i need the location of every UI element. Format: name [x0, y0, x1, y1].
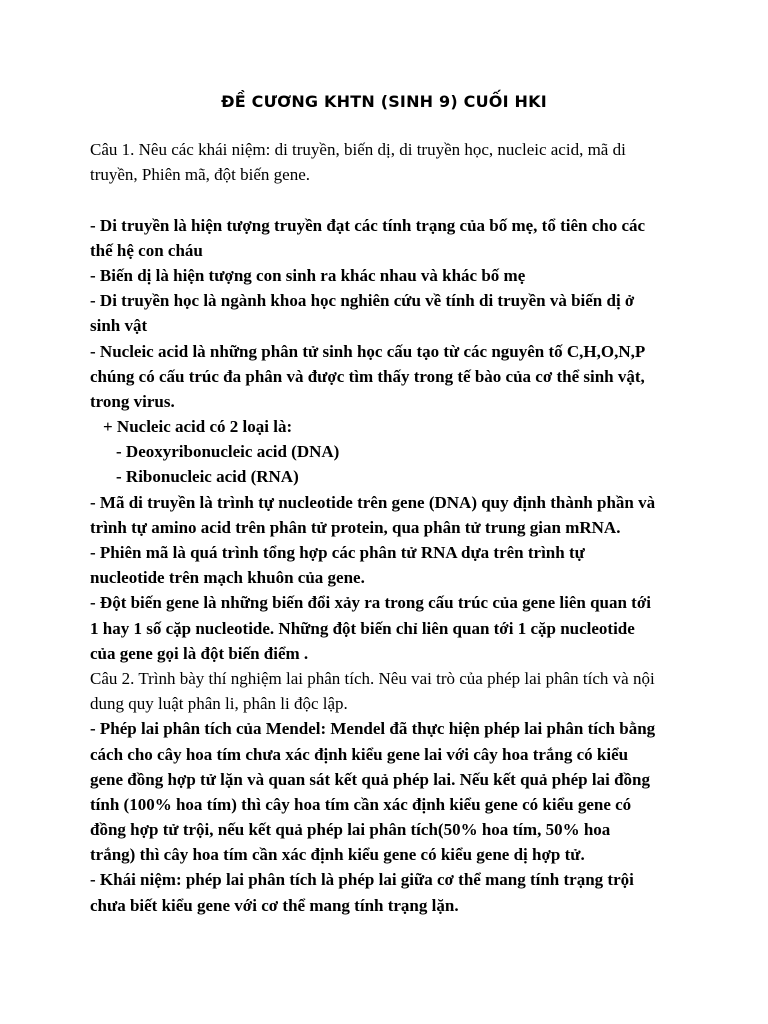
text-line: chưa biết kiểu gene với cơ thể mang tính trạng lặn. [90, 895, 459, 915]
text-line: - Đột biến gene là những biến đổi xảy ra trong cấu trúc của gene liên quan tới [90, 593, 651, 613]
text-line: gene đồng hợp tử lặn và quan sát kết quả phép lai. Nếu kết quả phép lai đồng [90, 769, 650, 789]
text-line: cách cho cây hoa tím chưa xác định kiểu gene lai với cây hoa trắng có kiểu [90, 744, 629, 764]
text-line: sinh vật [90, 316, 148, 336]
text-line: của gene gọi là đột biến điểm . [90, 643, 309, 663]
text-line: trắng) thì cây hoa tím cần xác định kiểu gene có kiểu gene dị hợp tử. [90, 845, 585, 865]
document-body [90, 137, 690, 918]
text-line: - Nucleic acid là những phân tử sinh học cấu tạo từ các nguyên tố C,H,O,N,P [90, 341, 646, 361]
text-line: chúng có cấu trúc đa phân và được tìm thấy trong tế bào của cơ thể sinh vật, [90, 366, 645, 386]
text-line: - Ribonucleic acid (RNA) [116, 467, 299, 487]
text-line: - Khái niệm: phép lai phân tích là phép lai giữa cơ thể mang tính trạng trội [90, 870, 634, 890]
text-line: - Di truyền là hiện tượng truyền đạt các tính trạng của bố mẹ, tổ tiên cho các [90, 215, 646, 235]
document-title: ĐỀ CƯƠNG KHTN (SINH 9) CUỐI HKI [221, 92, 547, 111]
text-line: - Deoxyribonucleic acid (DNA) [116, 442, 340, 462]
text-line: - Di truyền học là ngành khoa học nghiên cứu về tính di truyền và biến dị ở [90, 291, 635, 311]
text-line: + Nucleic acid có 2 loại là: [103, 417, 293, 437]
text-line: Câu 1. Nêu các khái niệm: di truyền, biến dị, di truyền học, nucleic acid, mã di [90, 140, 626, 159]
text-line: thế hệ con cháu [90, 240, 203, 260]
text-line: Câu 2. Trình bày thí nghiệm lai phân tích. Nêu vai trò của phép lai phân tích và nội [90, 668, 655, 688]
text-line: trong virus. [90, 391, 175, 411]
text-line: - Phép lai phân tích của Mendel: Mendel đã thực hiện phép lai phân tích bằng [90, 719, 656, 739]
text-line: dung quy luật phân li, phân li độc lập. [90, 694, 348, 714]
text-line: đồng hợp tử trội, nếu kết quả phép lai phân tích(50% hoa tím, 50% hoa [90, 820, 611, 840]
text-line: tính (100% hoa tím) thì cây hoa tím cần xác định kiểu gene có kiểu gene có [90, 794, 632, 814]
text-line: nucleotide trên mạch khuôn của gene. [90, 568, 365, 588]
text-line: - Phiên mã là quá trình tổng hợp các phân tử RNA dựa trên trình tự [90, 543, 585, 562]
text-line: - Mã di truyền là trình tự nucleotide trên gene (DNA) quy định thành phần và [90, 492, 656, 512]
text-line: 1 hay 1 số cặp nucleotide. Những đột biến chỉ liên quan tới 1 cặp nucleotide [90, 618, 635, 638]
blank-line [90, 187, 690, 212]
text-line: trình tự amino acid trên phân tử protein, qua phân tử trung gian mRNA. [90, 517, 621, 537]
text-line: truyền, Phiên mã, đột biến gene. [90, 165, 311, 185]
text-line: - Biến dị là hiện tượng con sinh ra khác nhau và khác bố mẹ [90, 265, 526, 285]
